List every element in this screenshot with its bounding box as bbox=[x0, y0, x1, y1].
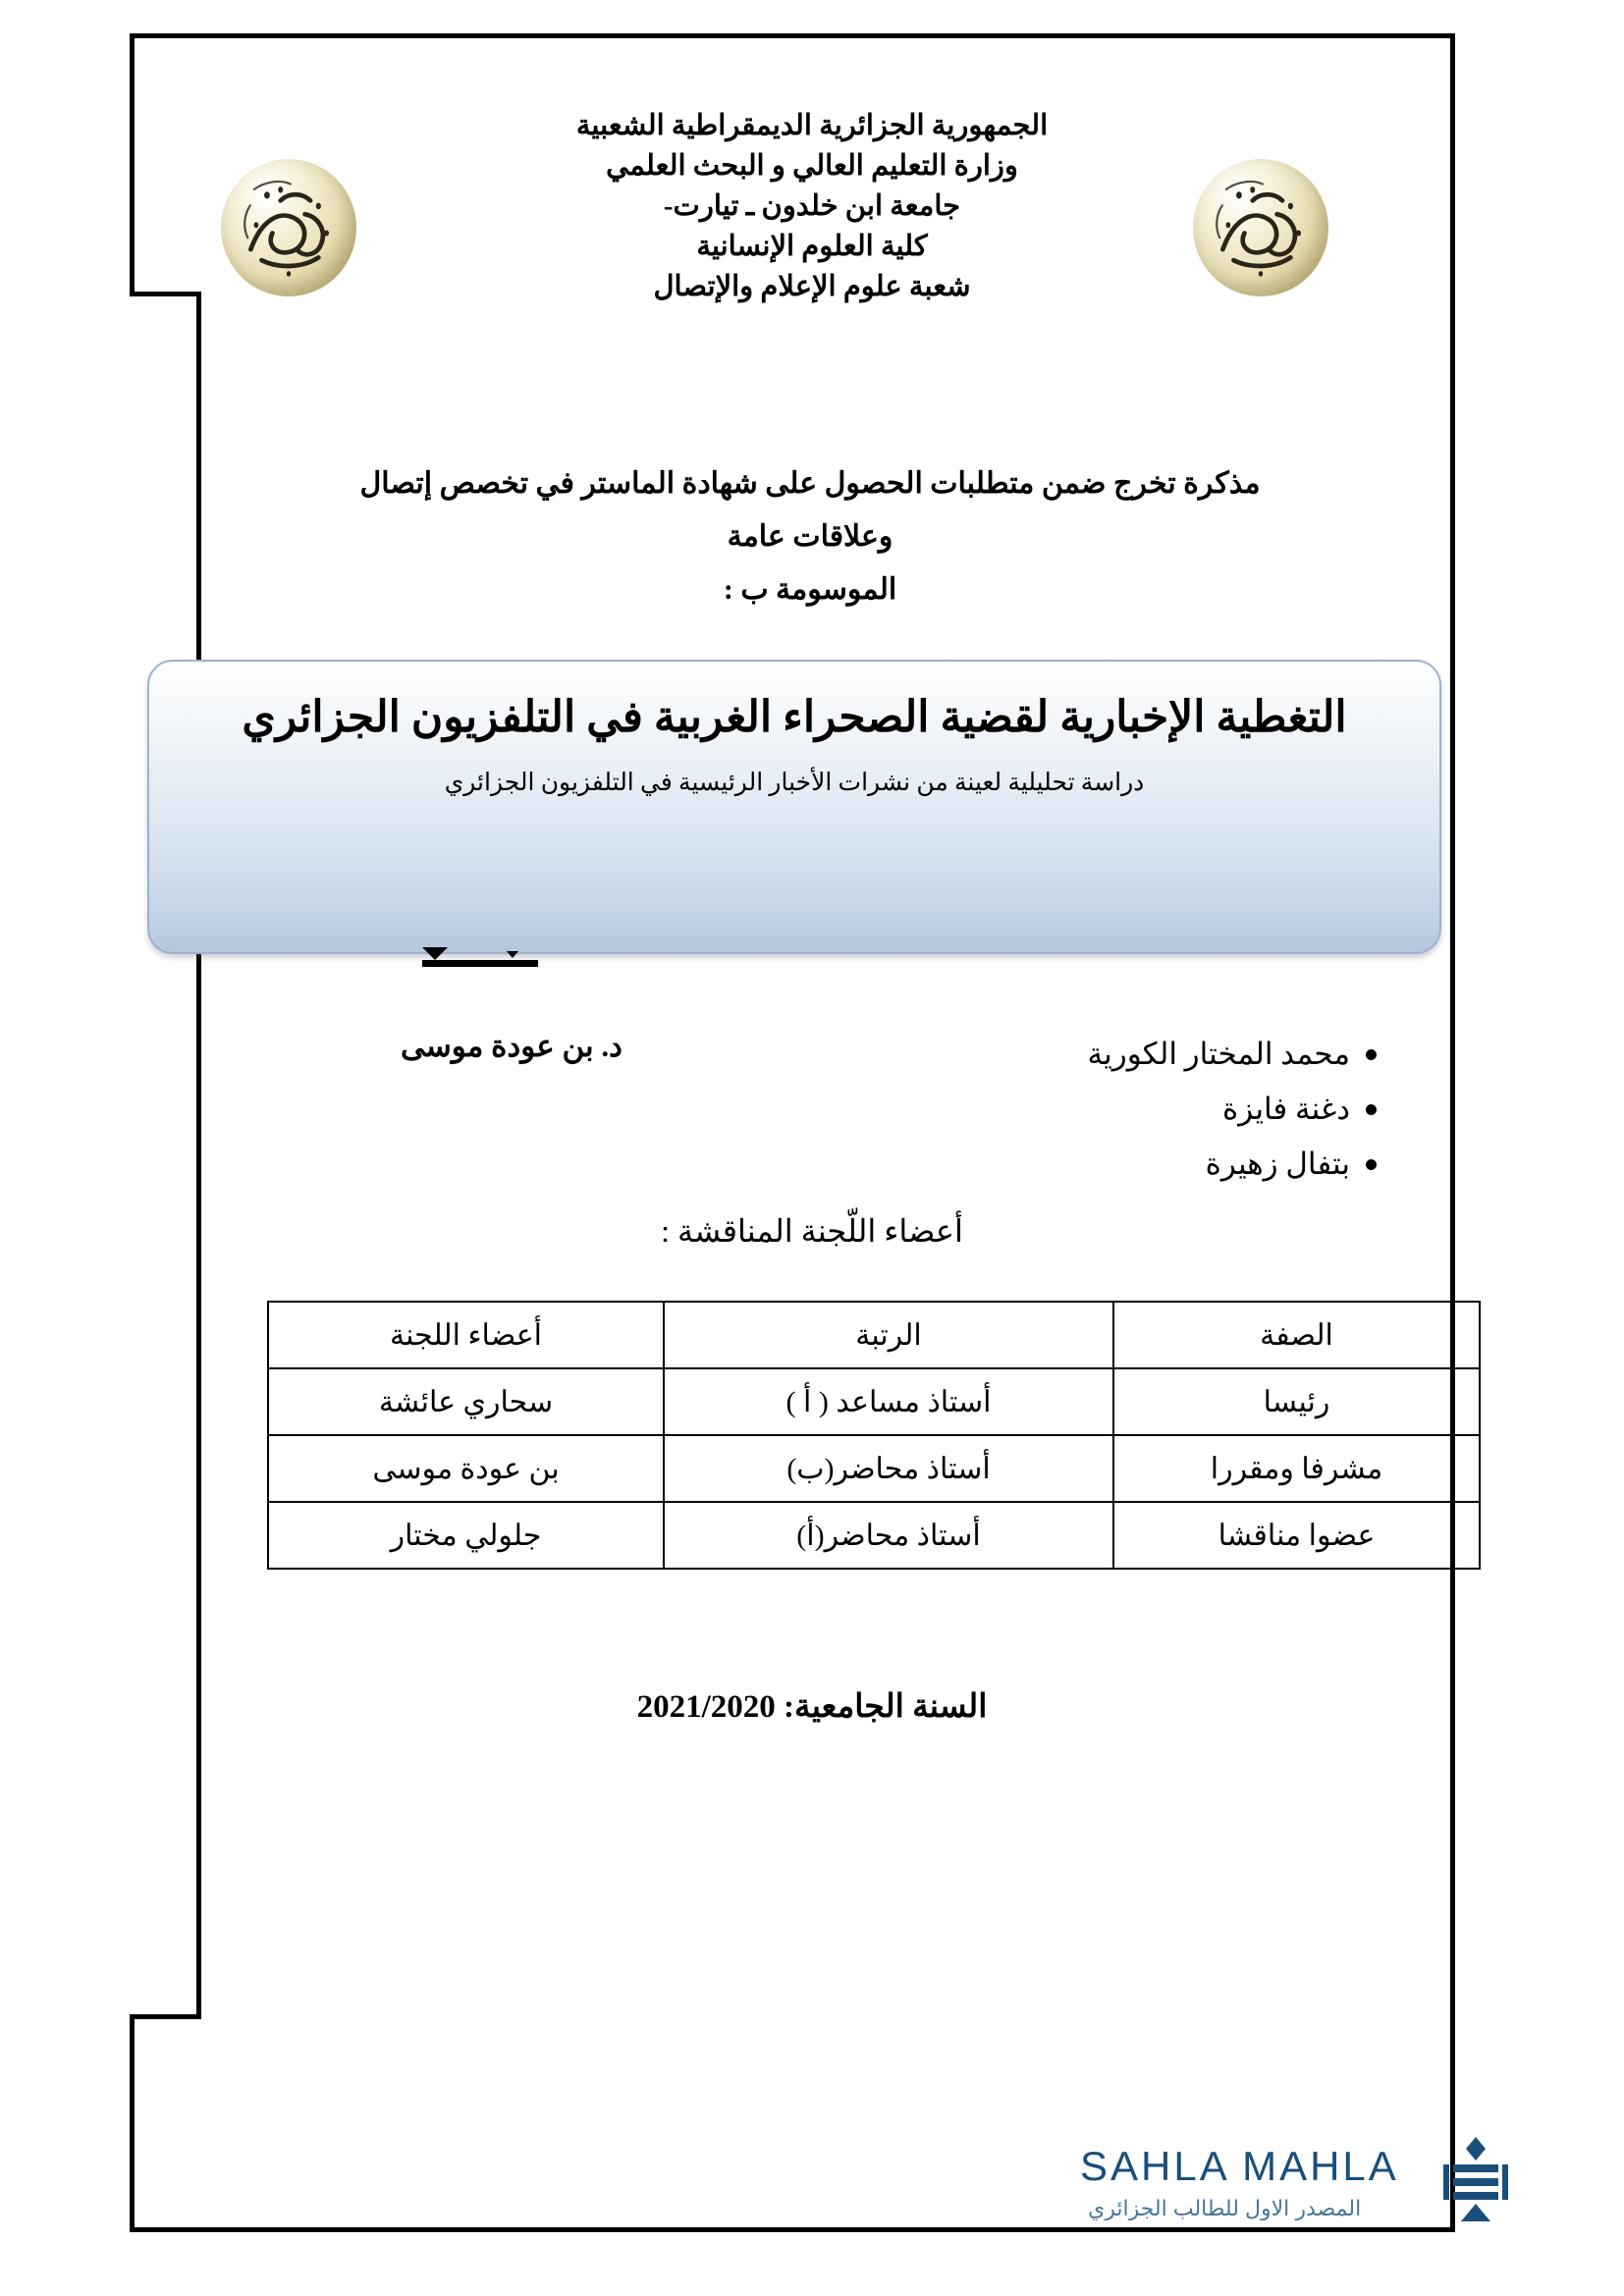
table-row bbox=[268, 1435, 1480, 1502]
supervisor-name: د. بن عودة موسى bbox=[400, 1029, 623, 1063]
cell-rank: أستاذ محاضر(أ) bbox=[664, 1502, 1113, 1569]
cell-role: عضوا مناقشا bbox=[1113, 1502, 1480, 1569]
header-line-faculty: كلية العلوم الإنسانية bbox=[696, 231, 928, 262]
header-line-ministry: وزارة التعليم العالي و البحث العلمي bbox=[606, 150, 1018, 182]
thesis-title-subtitle: دراسة تحليلية لعينة من نشرات الأخبار الرئيسية في التلفزيون الجزائري bbox=[444, 770, 1145, 796]
cell-member: جلولي مختار bbox=[268, 1502, 664, 1569]
list-item bbox=[1088, 1027, 1377, 1082]
table-row bbox=[268, 1502, 1480, 1569]
academic-year-value: 2021/2020 bbox=[636, 1689, 776, 1725]
academic-year-label: السنة الجامعية: bbox=[784, 1689, 988, 1725]
thesis-statement-line1: مذكرة تخرج ضمن متطلبات الحصول على شهادة الماستر في تخصص إتصال bbox=[359, 467, 1261, 500]
bullet-dot-icon bbox=[1366, 1104, 1377, 1115]
frame-left-lower bbox=[130, 2014, 135, 2232]
frame-top-left-stub bbox=[130, 33, 151, 38]
header-line-country: الجمهورية الجزائرية الديمقراطية الشعبية bbox=[575, 110, 1049, 141]
students-list bbox=[1088, 1027, 1377, 1192]
caret-artifact-large-icon bbox=[422, 947, 448, 960]
people-section bbox=[0, 1027, 1624, 1203]
column-header-rank: الرتبة bbox=[664, 1302, 1113, 1368]
column-header-member: أعضاء اللجنة bbox=[268, 1302, 664, 1368]
table-header-row bbox=[268, 1302, 1480, 1368]
list-item bbox=[1088, 1082, 1377, 1137]
watermark-tagline: المصدر الاول للطالب الجزائري bbox=[1088, 2196, 1362, 2220]
watermark-brand: SAHLA MAHLA bbox=[1080, 2143, 1399, 2189]
thesis-title-box bbox=[147, 660, 1441, 954]
jury-heading: أعضاء اللّجنة المناقشة : bbox=[661, 1213, 963, 1249]
academic-year bbox=[0, 1686, 1624, 1726]
thesis-title-main: التغطية الإخبارية لقضية الصحراء الغربية في التلفزيون الجزائري bbox=[242, 693, 1347, 741]
cell-role: رئيسا bbox=[1113, 1368, 1480, 1435]
bullet-dot-icon bbox=[1366, 1049, 1377, 1060]
frame-top-edge bbox=[151, 33, 1455, 38]
frame-bottom-left-stub bbox=[130, 2227, 155, 2232]
cell-member: سحاري عائشة bbox=[268, 1368, 664, 1435]
student-name: بتفال زهيرة bbox=[1205, 1147, 1350, 1181]
cell-member: بن عودة موسى bbox=[268, 1435, 664, 1502]
student-name: دغنة فايزة bbox=[1222, 1092, 1350, 1126]
thesis-statement-line3: الموسومة ب : bbox=[723, 573, 897, 606]
jury-table bbox=[267, 1301, 1481, 1570]
column-header-role: الصفة bbox=[1113, 1302, 1480, 1368]
cell-rank: أستاذ مساعد ( أ ) bbox=[664, 1368, 1113, 1435]
bullet-dot-icon bbox=[1366, 1159, 1377, 1170]
cell-rank: أستاذ محاضر(ب) bbox=[664, 1435, 1113, 1502]
table-row bbox=[268, 1368, 1480, 1435]
title-box-underline-artifact bbox=[422, 960, 538, 967]
watermark-sahla-mahla bbox=[1080, 2135, 1512, 2253]
list-item bbox=[1088, 1137, 1377, 1192]
header-line-department: شعبة علوم الإعلام والإتصال bbox=[653, 271, 971, 302]
thesis-statement-line2: وعلاقات عامة bbox=[727, 520, 893, 553]
frame-left-lower-notch bbox=[130, 2014, 201, 2019]
institution-header bbox=[0, 106, 1624, 307]
header-line-university: جامعة ابن خلدون ـ تيارت- bbox=[663, 190, 961, 222]
watermark-logo-icon bbox=[1439, 2135, 1512, 2229]
student-name: محمد المختار الكورية bbox=[1087, 1037, 1350, 1071]
caret-artifact-small-icon bbox=[507, 951, 518, 958]
thesis-statement bbox=[172, 457, 1448, 616]
cell-role: مشرفا ومقررا bbox=[1113, 1435, 1480, 1502]
